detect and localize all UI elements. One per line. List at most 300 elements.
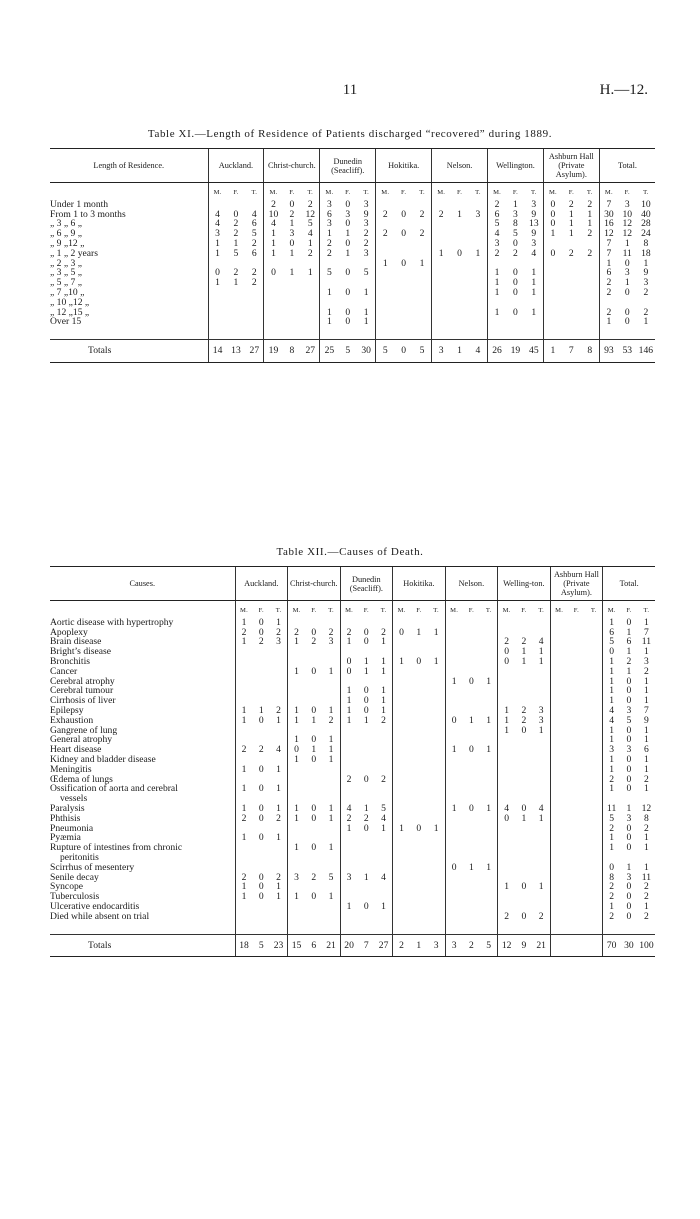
table-cell: 0	[626, 843, 632, 853]
table-cell	[270, 677, 288, 687]
table-cell	[376, 288, 395, 298]
table-cell	[568, 775, 586, 785]
table-cell	[253, 726, 271, 736]
row-label: „ 3 „ 6 „	[50, 219, 82, 230]
sub-header: F.	[401, 189, 407, 196]
table-cell	[413, 239, 432, 249]
table-cell	[428, 784, 446, 794]
table-cell: 1	[644, 754, 649, 765]
table-cell: 1	[288, 706, 306, 716]
table-cell: 2	[644, 911, 649, 922]
table-cell: 2	[235, 628, 253, 638]
table-cell: 0	[258, 833, 264, 844]
sub-header: M.	[208, 183, 227, 200]
table-cell	[469, 317, 488, 327]
table-cell	[393, 647, 411, 657]
table-cell	[305, 686, 323, 696]
table-cell	[323, 618, 341, 628]
table-cell	[358, 618, 376, 628]
table-cell: 3	[363, 248, 369, 259]
table-cell	[410, 696, 428, 706]
row-label: From 1 to 3 months	[50, 209, 126, 220]
table-cell	[585, 775, 603, 785]
total-cell: 3	[432, 340, 451, 363]
table-cell: 5	[363, 268, 369, 279]
table-cell	[585, 784, 603, 794]
table-cell	[270, 667, 288, 677]
table-cell: 2	[587, 229, 593, 239]
table-cell	[463, 873, 481, 883]
table-cell: 4	[603, 716, 621, 726]
table-cell	[375, 765, 393, 775]
table-cell	[270, 824, 288, 834]
table-cell: 3	[363, 219, 369, 230]
table-cell: 2	[521, 715, 527, 726]
total-cell: 93	[599, 340, 618, 363]
table-cell: 0	[543, 200, 562, 210]
table-cell	[568, 637, 586, 647]
table-cell	[338, 298, 357, 308]
table-cell	[340, 833, 358, 843]
table-cell	[550, 618, 568, 628]
table-cell: 5	[381, 803, 386, 814]
table-cell	[506, 298, 525, 308]
table-cell	[301, 317, 320, 327]
table-cell	[410, 784, 428, 794]
table-cell	[469, 298, 488, 308]
row-label: Syncope	[50, 882, 84, 893]
table-cell	[305, 618, 323, 628]
table-cell: 0	[543, 249, 562, 259]
table-cell	[227, 317, 246, 327]
table-cell: 2	[258, 637, 264, 648]
table-cell	[506, 317, 525, 327]
table-cell	[463, 814, 481, 824]
table-cell	[340, 892, 358, 902]
table-cell	[550, 647, 568, 657]
table-cell	[581, 308, 600, 318]
table-cell: 1	[340, 696, 358, 706]
table-cell	[253, 686, 271, 696]
table-cell: 1	[568, 229, 574, 239]
table-cell	[410, 735, 428, 745]
table-cell	[283, 308, 302, 318]
table-cell: 1	[320, 308, 339, 318]
table-cell	[515, 843, 533, 853]
table-cell	[550, 833, 568, 843]
table-cell	[568, 873, 586, 883]
table-cell	[432, 239, 451, 249]
table-cell: 2	[381, 715, 386, 726]
row-label: Cancer	[50, 666, 78, 677]
table-cell: 12	[305, 209, 316, 220]
table-cell: 0	[258, 764, 264, 775]
table-cell	[432, 317, 451, 327]
table-cell	[245, 288, 264, 298]
table-cell: 3	[288, 873, 306, 883]
table-cell	[410, 755, 428, 765]
table-cell	[208, 308, 227, 318]
table-cell	[515, 696, 533, 706]
table-cell: 2	[289, 209, 295, 220]
table-row	[50, 298, 655, 308]
table-row	[50, 706, 655, 716]
table-cell	[550, 912, 568, 922]
table-cell: 1	[644, 784, 649, 795]
row-label: Aortic disease with hypertrophy	[50, 617, 174, 628]
total-cell	[568, 934, 586, 957]
table-cell: 24	[641, 229, 651, 239]
table-cell	[270, 755, 288, 765]
table-cell	[323, 696, 341, 706]
table-cell: 0	[445, 716, 463, 726]
table-cell	[253, 696, 271, 706]
table-cell: 5	[233, 248, 239, 259]
table-cell	[445, 892, 463, 902]
table-cell	[445, 735, 463, 745]
table-cell	[562, 268, 581, 278]
table-cell: 1	[603, 667, 621, 677]
table-cell	[533, 843, 551, 853]
table-cell	[410, 863, 428, 873]
table-cell: 12	[641, 803, 652, 814]
table-cell: 1	[531, 278, 537, 288]
table-cell: 6	[603, 628, 621, 638]
table-cell: 2	[311, 637, 317, 648]
row-label: Ossification of aorta and cerebral	[50, 784, 178, 795]
total-cell: 8	[581, 340, 600, 363]
table-cell: 0	[468, 676, 474, 687]
table-cell	[550, 745, 568, 755]
table-cell	[585, 814, 603, 824]
table-cell	[550, 735, 568, 745]
table-cell: 0	[393, 628, 411, 638]
table-cell	[581, 278, 600, 288]
table-cell: 1	[276, 882, 281, 893]
table-cell	[340, 912, 358, 922]
table-cell	[323, 765, 341, 775]
total-cell: 27	[375, 934, 393, 957]
row-label: Gangrene of lung	[50, 725, 118, 736]
table-cell	[394, 219, 413, 229]
table-cell: 1	[235, 784, 253, 794]
table-cell	[445, 667, 463, 677]
table-cell: 1	[340, 716, 358, 726]
table-cell	[432, 308, 451, 318]
totals-label: Totals	[50, 340, 208, 363]
table-cell	[450, 308, 469, 318]
table-cell: 1	[626, 803, 632, 814]
table-cell	[428, 902, 446, 912]
table-cell	[562, 278, 581, 288]
table-cell: 0	[208, 268, 227, 278]
table-cell	[450, 239, 469, 249]
table-cell: 2	[643, 307, 649, 318]
table-cell: 12	[622, 229, 633, 239]
sub-header: T.	[380, 607, 387, 614]
table-cell: 2	[568, 248, 574, 259]
table-cell: 4	[208, 219, 227, 229]
table-cell	[288, 765, 306, 775]
table-cell	[413, 288, 432, 298]
table-cell	[235, 726, 253, 736]
table-cell: 1	[487, 278, 506, 288]
table-cell: 0	[626, 882, 632, 893]
table-cell	[445, 902, 463, 912]
table-cell	[543, 268, 562, 278]
table-cell: 1	[644, 617, 649, 628]
table-cell: 3	[538, 715, 544, 726]
table-cell: 30	[599, 210, 618, 220]
table-cell: 2	[643, 287, 649, 298]
table-cell	[393, 755, 411, 765]
table-cell	[568, 686, 586, 696]
table-cell	[301, 278, 320, 288]
table-cell	[469, 219, 488, 229]
table-cell	[305, 863, 323, 873]
table-cell: 4	[251, 209, 257, 220]
table-row	[50, 804, 655, 814]
table-cell	[235, 843, 253, 853]
table-cell: 1	[445, 745, 463, 755]
table-cell	[568, 726, 586, 736]
table-cell	[358, 843, 376, 853]
row-label: „ 6 „ 9 „	[50, 229, 82, 239]
table-row	[50, 814, 655, 824]
table-cell: 1	[288, 804, 306, 814]
table-cell	[376, 308, 395, 318]
table-cell: 4	[538, 803, 544, 814]
table-cell: 2	[288, 628, 306, 638]
row-label-continuation: peritonitis	[60, 852, 99, 863]
group-header: Christ-church.	[264, 149, 320, 183]
sub-header: M.	[288, 601, 306, 618]
table-cell: 8	[603, 873, 621, 883]
table-cell	[543, 308, 562, 318]
table-cell	[323, 686, 341, 696]
table-cell: 1	[603, 696, 621, 706]
table-cell: 1	[235, 882, 253, 892]
table-cell	[357, 259, 376, 269]
table-cell	[568, 618, 586, 628]
table-cell	[428, 716, 446, 726]
table-cell: 1	[328, 705, 334, 716]
table-cell	[235, 863, 253, 873]
table-cell	[463, 892, 481, 902]
table-cell: 2	[235, 873, 253, 883]
table-cell: 2	[235, 745, 253, 755]
table-cell: 2	[487, 200, 506, 210]
table-cell: 3	[531, 199, 537, 210]
table-row	[50, 657, 655, 667]
table-cell	[585, 765, 603, 775]
table-cell	[320, 278, 339, 288]
sub-header: T.	[538, 607, 544, 614]
table-cell	[393, 775, 411, 785]
table-cell	[288, 902, 306, 912]
table-cell: 1	[531, 287, 537, 298]
table-cell: 1	[288, 637, 306, 647]
table-cell	[393, 618, 411, 628]
table-cell	[463, 726, 481, 736]
table-cell: 0	[626, 617, 632, 628]
table-row	[50, 696, 655, 706]
table-cell	[253, 863, 271, 873]
table-cell	[393, 882, 411, 892]
table-cell: 0	[345, 317, 351, 328]
table-cell: 0	[345, 199, 351, 210]
table-row	[50, 765, 655, 775]
table-cell	[227, 288, 246, 298]
total-cell: 9	[515, 934, 533, 957]
table-cell: 1	[543, 229, 562, 239]
table-cell	[498, 892, 516, 902]
table-cell	[393, 863, 411, 873]
table-cell	[338, 278, 357, 288]
table-cell: 1	[264, 229, 283, 239]
table-cell: 1	[289, 219, 295, 230]
table-cell	[270, 686, 288, 696]
sub-header: F.	[233, 189, 239, 196]
table-cell	[550, 657, 568, 667]
table-cell	[253, 755, 271, 765]
table-cell	[208, 259, 227, 269]
table-cell: 1	[208, 278, 227, 288]
table-cell: 1	[603, 726, 621, 736]
table-row	[50, 219, 655, 229]
table-cell	[393, 873, 411, 883]
table-cell: 5	[603, 814, 621, 824]
table-cell: 7	[644, 627, 649, 638]
table-cell: 1	[644, 725, 649, 736]
sub-header: T.	[531, 189, 537, 196]
table-cell: 0	[626, 833, 632, 844]
table-cell: 0	[311, 803, 317, 814]
label-column-header: Causes.	[50, 567, 235, 601]
sub-header: M.	[603, 601, 621, 618]
table-cell: 2	[376, 229, 395, 239]
table-cell	[393, 843, 411, 853]
table-cell: 0	[513, 287, 518, 298]
total-cell: 3	[445, 934, 463, 957]
sub-header: T.	[419, 189, 425, 196]
table-cell	[637, 298, 656, 308]
table-cell	[305, 902, 323, 912]
row-label: „ 12 „15 „	[50, 307, 90, 318]
table-cell	[393, 706, 411, 716]
table-cell: 0	[498, 814, 516, 824]
table-cell: 1	[486, 862, 491, 873]
table-cell	[358, 677, 376, 687]
table-cell: 3	[513, 209, 518, 220]
table-cell	[393, 765, 411, 775]
table-cell	[428, 843, 446, 853]
table-cell: 1	[603, 657, 621, 667]
table-cell	[568, 657, 586, 667]
table-cell	[585, 667, 603, 677]
table-cell: 1	[289, 248, 295, 259]
table-cell: 0	[258, 872, 264, 883]
table-cell	[533, 667, 551, 677]
table-cell: 3	[340, 873, 358, 883]
table-cell: 1	[340, 902, 358, 912]
table-cell	[323, 882, 341, 892]
table-cell	[288, 882, 306, 892]
table-cell	[323, 775, 341, 785]
table-cell	[235, 735, 253, 745]
table-cell: 11	[622, 248, 632, 259]
table-cell: 0	[626, 911, 632, 922]
table-cell	[562, 298, 581, 308]
table-cell	[469, 239, 488, 249]
table-cell: 0	[363, 823, 369, 834]
total-cell: 19	[506, 340, 525, 363]
table-cell: 2	[599, 308, 618, 318]
table-cell: 0	[624, 307, 630, 318]
table-cell	[288, 647, 306, 657]
table-cell: 0	[311, 705, 317, 716]
sub-header: M.	[543, 183, 562, 200]
table-cell	[568, 628, 586, 638]
table-cell	[515, 667, 533, 677]
table-cell: 2	[626, 656, 632, 667]
table-cell	[480, 882, 498, 892]
table-cell: 0	[624, 258, 630, 269]
table-cell: 0	[626, 901, 632, 912]
table-cell	[410, 775, 428, 785]
table-cell: 0	[626, 696, 632, 706]
table-cell: 2	[363, 238, 369, 249]
table-cell	[305, 677, 323, 687]
table-cell: 4	[498, 804, 516, 814]
table-cell	[270, 647, 288, 657]
table-row	[50, 308, 655, 318]
table-cell: 1	[345, 248, 351, 259]
table-cell: 0	[445, 863, 463, 873]
table-row	[50, 278, 655, 288]
table-cell	[480, 696, 498, 706]
table-cell	[550, 873, 568, 883]
table-cell	[235, 902, 253, 912]
table-cell	[445, 833, 463, 843]
total-cell: 0	[394, 340, 413, 363]
table-cell: 1	[486, 745, 491, 755]
table-cell	[301, 308, 320, 318]
table-cell: 1	[381, 656, 386, 667]
table-cell	[550, 902, 568, 912]
table-cell	[533, 833, 551, 843]
table-cell: 1	[538, 813, 544, 824]
table-cell	[340, 882, 358, 892]
sub-header: M.	[340, 601, 358, 618]
table-cell: 0	[543, 210, 562, 220]
table-cell	[410, 706, 428, 716]
table-row	[50, 239, 655, 249]
table-cell: 5	[251, 229, 257, 239]
table-cell	[428, 775, 446, 785]
table-cell: 1	[328, 843, 334, 853]
table-cell: 1	[538, 882, 544, 893]
table-cell	[358, 833, 376, 843]
table-cell	[515, 892, 533, 902]
total-cell: 146	[637, 340, 656, 363]
table-cell	[515, 873, 533, 883]
table-cell: 1	[381, 901, 386, 912]
table-cell: 1	[538, 647, 544, 657]
sub-header: F.	[345, 189, 351, 196]
table-cell: 2	[487, 249, 506, 259]
table-cell	[394, 278, 413, 288]
